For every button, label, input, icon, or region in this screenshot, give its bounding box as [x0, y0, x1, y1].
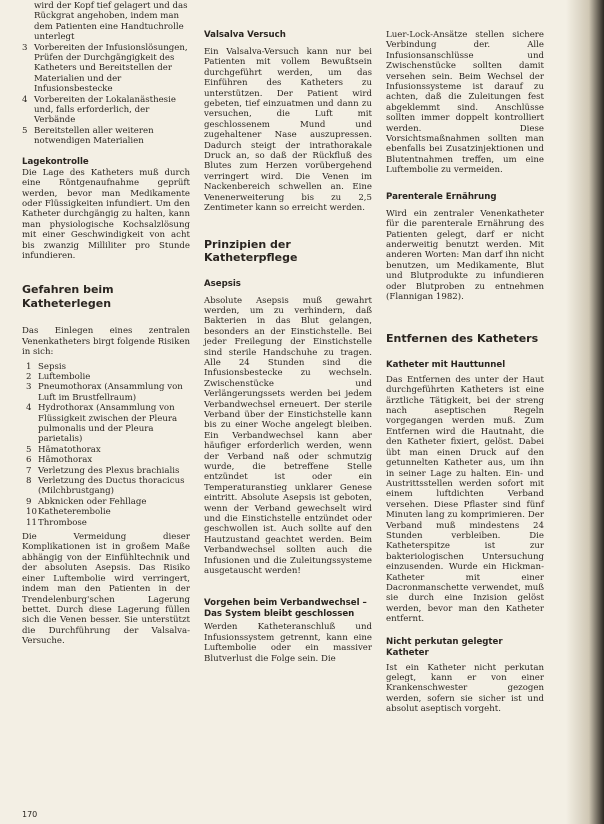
list-item: 8 Verletzung des Ductus thoracicus (Milchbrustgang) — [26, 476, 185, 497]
list-item: wird der Kopf tief gelagert und das Rückgrat angehoben, indem man dem Patienten eine Handtuchrolle unterlegt — [34, 1, 188, 43]
luer-text: Luer-Lock-Ansätze stellen sichere Verbindung der. Alle Infusionsanschlüsse und Zwischenstücke sollten damit versehen sein. Beim Wechsel der Infusionssysteme ist darauf zu achten, daß die Zuleitungen fest abgeklemmt sind. Anschlüsse sollten immer doppelt kontrolliert werden. Diese Vorsichtsmaßnahmen sollten man ebenfalls bei Zusatzinjektionen und Blutentnahmen treffen, um eine Luftembolie zu vermeiden. — [386, 30, 544, 176]
asepsis-text: Absolute Asepsis muß gewahrt werden, um zu verhindern, daß Bakterien in das Blut gelangen, besonders an der Einstichstelle. Bei jeder Freilegung der Einstichstelle sind sterile Handschuhe zu tragen. Alle 24 Stunden sind die Infusionsbestecke zu wechseln. Zwischenstücke und Verlängerungssets werden bei jedem Verbandwechsel erneuert. Der sterile Verband über der Einstichstelle kann bis zu einer Woche angelegt bleiben. Ein Verbandwechsel kann aber häufiger erforderlich werden, wenn der Verband naß oder schmutzig wurde, die betreffene Stelle entzündet ist oder ein Temperaturanstieg unklarer Genese eintritt. Absolute Asepsis ist geboten, wenn der Verband gewechselt wird und die Einstichstelle entzündet oder geschwollen ist. Auch sollte auf den Hautzustand geachtet werden. Beim Verbandwechsel sollten auch die Infusionen und die Zuleitungssysteme ausgetauscht werden! — [204, 295, 372, 577]
page-number: 170 — [22, 810, 38, 819]
entfernen-heading: Entfernen des Katheters — [386, 332, 539, 346]
nicht-perkutan-heading: Nicht perkutan gelegter Katheter — [386, 636, 503, 658]
list-item: 4 Vorbereiten der Lokalanästhesie und, falls erforderlich, der Verbände — [22, 94, 176, 126]
prinzipien-heading: Prinzipien der Katheterpflege — [204, 237, 298, 264]
list-item: 3 Pneumothorax (Ansammlung von Luft im Brustfellraum) — [26, 382, 183, 403]
list-item: 5 Hämatothorax — [26, 444, 101, 455]
list-item: 4 Hydrothorax (Ansammlung von Flüssigkeit zwischen der Pleura pulmonalis und der Pleura parietalis) — [26, 403, 178, 445]
risk-list — [22, 362, 190, 529]
vorgehen-text: Werden Katheteranschluß und Infusionssystem getrennt, kann eine Luftembolie oder ein massiver Blutverlust die Folge sein. Die — [204, 622, 372, 664]
list-item: 10 Katheterembolie — [26, 507, 111, 518]
list-item: 1 Sepsis — [26, 361, 67, 372]
list-item: 3 Vorbereiten der Infusionslösungen, Prüfen der Durchgängigkeit des Katheters und Bereitstellen der Materialien und der Infusionsbestecke — [22, 42, 188, 95]
gefahren-intro: Das Einlegen eines zentralen Venenkatheters birgt folgende Risiken in sich: — [22, 326, 190, 358]
valsalva-heading: Valsalva Versuch — [204, 30, 286, 40]
preparation-list — [22, 1, 190, 147]
lagekontrolle-heading: Lagekontrolle — [22, 156, 89, 167]
asepsis-heading: Asepsis — [204, 278, 241, 289]
list-item: 5 Bereitstellen aller weiteren notwendigen Materialien — [22, 125, 154, 147]
gefahren-heading: Gefahren beim Katheterlegen — [22, 283, 114, 310]
risk-text: Die Vermeidung dieser Komplikationen ist in großem Maße abhängig von der Einfühltechnik und der absoluten Asepsis. Das Risiko einer Luftembolie wird verringert, indem man den Patienten in der Trendelenburg'schen Lagerung bettet. Durch diese Lagerung füllen sich die Venen besser. Sie unterstützt die Durchführung der Valsalva-Versuche. — [22, 532, 190, 647]
list-item: 2 Luftembolie — [26, 371, 91, 382]
column-right — [386, 0, 544, 715]
list-item: 7 Verletzung des Plexus brachialis — [26, 465, 180, 476]
valsalva-text: Ein Valsalva-Versuch kann nur bei Patienten mit vollem Bewußtsein durchgeführt werden, um das Einführen des Katheters zu unterstützen. Der Patient wird gebeten, tief einzuatmen und dann zu versuchen, die Luft mit geschlossenem Mund und zugehaltener Nase auszupressen. Dadurch steigt der intrathorakale Druck an, so daß der Rückfluß des Blutes zum Herzen vorübergehend verringert wird. Die Venen im Nackenbereich schwellen an. Eine Venenerweiterung bis zu 2,5 Zentimeter kann so erreicht werden. — [204, 47, 372, 214]
list-item: 6 Hämothorax — [26, 455, 93, 466]
nicht-perkutan-text: Ist ein Katheter nicht perkutan gelegt, kann er von einer Krankenschwester gezogen werden, sofern sie sicher ist und absolut aseptisch vorgeht. — [386, 662, 544, 715]
hauttunnel-heading: Katheter mit Hauttunnel — [386, 359, 506, 370]
vorgehen-heading: Vorgehen beim Verbandwechsel – Das System bleibt geschlossen — [204, 598, 367, 620]
hauttunnel-text: Das Entfernen des unter der Haut durchgeführten Katheters ist eine ärztliche Tätigkeit, bei der streng nach aseptischen Regeln vorgegangen werden muß. Zum Entfernen wird die Hautnaht, die den Katheter fixiert, gelöst. Dabei übt man einen Druck auf den getunnelten Katheter aus, um ihn in seiner Lage zu halten. Ein- und Austrittsstellen werden sofort mit einem luftdichten Verband versehen. Diese Pflaster sind fünf Minuten lang zu komprimieren. Der Verband muß mindestens 24 Stunden verbleiben. Die Katheterspitze ist zur bakteriologischen Untersuchung einzusenden. Wurde ein Hickman-Katheter mit einer Dacronmanschette verwendet, muß sie durch eine Inzision gelöst werden, bevor man den Katheter entfernt. — [386, 374, 544, 625]
ernaehrung-text: Wird ein zentraler Venenkatheter für die parenterale Ernährung des Patienten gelegt, darf er nicht anderweitig benutzt werden. Mit anderen Worten: Man darf ihn nicht benutzen, um Medikamente, Blut und Blutprodukte zu infundieren oder Blutproben zu entnehmen (Flannigan 1982). — [386, 208, 544, 302]
lagekontrolle-text: Die Lage des Katheters muß durch eine Röntgenaufnahme geprüft werden, bevor man Medikamente oder Flüssigkeiten infundiert. Um den Katheter durchgängig zu halten, kann man physiologische Kochsalzlösung mit einer Geschwindigkeit von acht bis zwanzig Milliliter pro Stunde infundieren. — [22, 167, 190, 261]
list-item: 11 Thrombose — [26, 517, 87, 528]
column-left — [22, 0, 190, 647]
column-middle — [204, 0, 372, 664]
book-binding-shadow — [566, 0, 604, 824]
list-item: 9 Abknicken oder Fehllage — [26, 496, 147, 507]
ernaehrung-heading: Parenterale Ernährung — [386, 191, 497, 202]
